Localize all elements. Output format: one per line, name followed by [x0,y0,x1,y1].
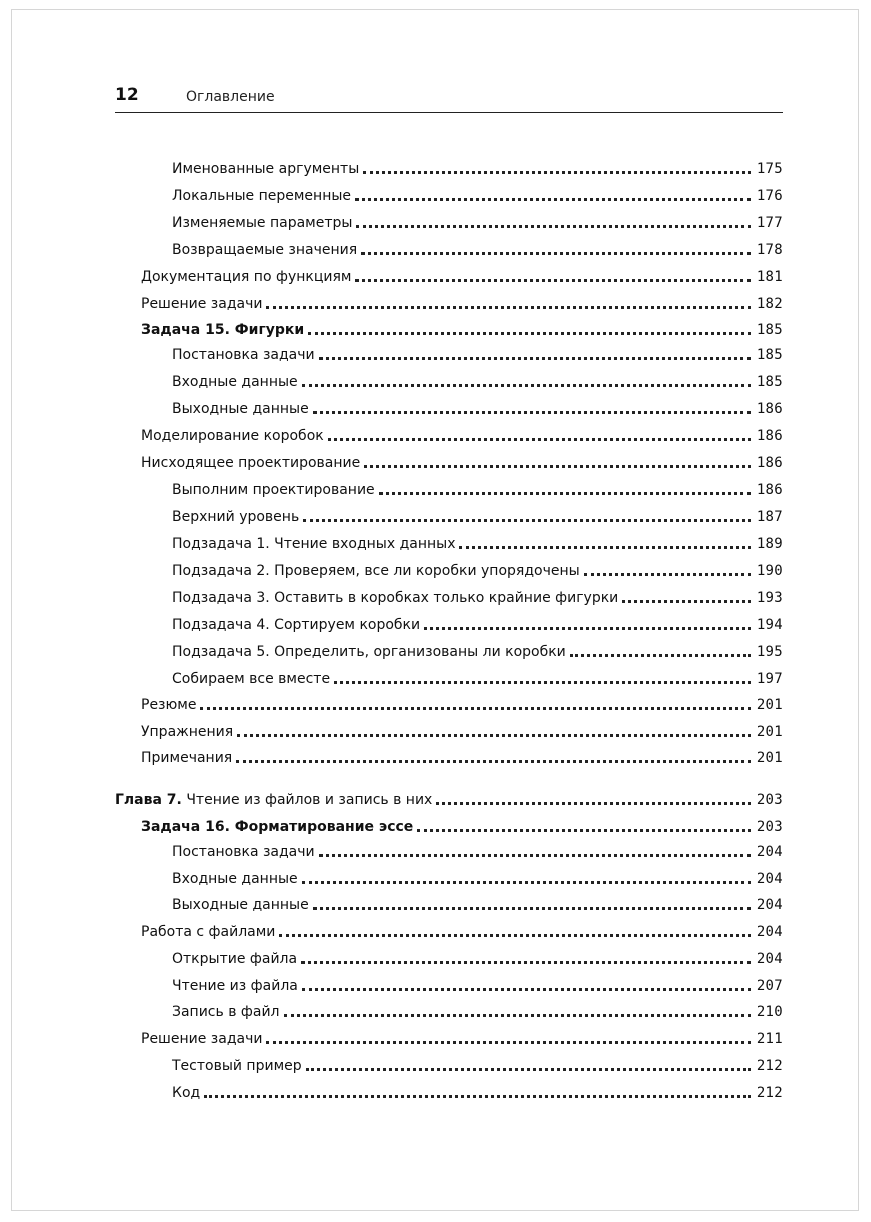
dot-leader [355,279,750,282]
dot-leader [361,252,751,255]
toc-entry [172,533,783,555]
toc-entry [172,894,783,916]
dot-leader [306,1068,751,1071]
toc-entry-page: 185 [756,374,783,390]
dot-leader [302,384,751,387]
toc-entry [172,371,783,393]
toc-entry-title: Задача 16. Форматирование эссе [141,819,414,835]
running-header-title: Оглавление [186,89,275,105]
toc-entry [141,721,783,743]
toc-entry [172,587,783,609]
dot-leader [266,306,750,309]
toc-entry-title: Решение задачи [141,1031,263,1047]
toc-entry-page: 204 [756,897,783,913]
dot-leader [313,411,751,414]
dot-leader [379,492,751,495]
toc-entry [172,975,783,997]
dot-leader [584,573,751,576]
dot-leader [355,198,751,201]
dot-leader [302,881,751,884]
toc-entry-title: Входные данные [172,871,298,887]
toc-entry-page: 204 [756,844,783,860]
toc-entry-page: 186 [756,401,783,417]
toc-entry-title: Упражнения [141,724,234,740]
toc-entry [172,614,783,636]
toc-entry-title: Подзадача 3. Оставить в коробках только крайние фигурки [172,590,619,606]
toc-entry-page: 201 [756,750,783,766]
toc-entry [141,747,783,769]
toc-entry-page: 210 [756,1004,783,1020]
toc-entry-title: Тестовый пример [172,1058,302,1074]
toc-entry-title: Выходные данные [172,401,309,417]
toc-entry-title: Возвращаемые значения [172,242,358,258]
toc-entry-title: Нисходящее проектирование [141,455,361,471]
dot-leader [364,465,751,468]
toc-chapter-heading [115,789,783,811]
dot-leader [200,707,750,710]
toc-entry-page: 185 [756,347,783,363]
toc-entry-page: 186 [756,428,783,444]
toc-entry [141,921,783,943]
toc-entry-title: Входные данные [172,374,298,390]
dot-leader [570,654,751,657]
dot-leader [279,934,750,937]
toc-entry-title: Решение задачи [141,296,263,312]
toc-entry-title: Локальные переменные [172,188,352,204]
toc-entry-page: 182 [756,296,783,312]
dot-leader [356,225,750,228]
dot-leader [302,988,751,991]
toc-entry-title: Постановка задачи [172,844,315,860]
toc-entry-page: 204 [756,871,783,887]
toc-entry [172,506,783,528]
toc-entry-page: 203 [756,819,783,835]
toc-entry-page: 194 [756,617,783,633]
toc-entry-title: Подзадача 5. Определить, организованы ли коробки [172,644,566,660]
dot-leader [266,1041,750,1044]
toc-entry-title: Документация по функциям [141,269,352,285]
toc-entry-page: 203 [756,792,783,808]
dot-leader [363,171,751,174]
toc-entry [172,185,783,207]
toc-entry-title: Работа с файлами [141,924,276,940]
toc-entry-page: 186 [756,455,783,471]
toc-entry-title: Выполним проектирование [172,482,375,498]
toc-entry [141,1028,783,1050]
toc-entry [172,641,783,663]
toc-entry [172,1055,783,1077]
toc-entry-page: 204 [756,924,783,940]
toc-entry [172,239,783,261]
toc-entry-title: Изменяемые параметры [172,215,353,231]
dot-leader [459,546,750,549]
dot-leader [436,802,750,805]
toc-entry-page: 175 [756,161,783,177]
toc-entry [141,293,783,315]
toc-entry [172,1001,783,1023]
dot-leader [308,332,751,335]
toc-entry-title: Верхний уровень [172,509,300,525]
toc-problem-heading [141,319,783,341]
toc-entry [172,841,783,863]
dot-leader [319,357,751,360]
toc-entry-title: Примечания [141,750,233,766]
toc-entry-page: 181 [756,269,783,285]
toc-entry-page: 189 [756,536,783,552]
dot-leader [328,438,751,441]
toc-entry-page: 201 [756,697,783,713]
chapter-title: Чтение из файлов и запись в них [186,792,433,808]
dot-leader [236,760,751,763]
toc-entry-page: 201 [756,724,783,740]
toc-entry [141,694,783,716]
toc-entry-title: Открытие файла [172,951,298,967]
toc-entry-title: Код [172,1085,201,1101]
toc-entry-page: 190 [756,563,783,579]
toc-entry [141,452,783,474]
toc-entry-page: 207 [756,978,783,994]
toc-entry [172,212,783,234]
toc-entry [172,668,783,690]
toc-entry-title: Подзадача 2. Проверяем, все ли коробки упорядочены [172,563,580,579]
toc-entry [172,479,783,501]
page-number: 12 [115,85,139,105]
dot-leader [284,1014,751,1017]
dot-leader [424,627,751,630]
chapter-prefix: Глава 7. [115,792,182,808]
toc-entry [172,948,783,970]
toc-entry [172,560,783,582]
toc-entry-page: 195 [756,644,783,660]
toc-entry-page: 212 [756,1058,783,1074]
toc-entry-title: Подзадача 1. Чтение входных данных [172,536,456,552]
toc-entry [141,425,783,447]
toc-entry-title: Подзадача 4. Сортируем коробки [172,617,421,633]
toc-entry [141,266,783,288]
toc-entry [172,398,783,420]
toc-entry-page: 176 [756,188,783,204]
toc-entry [172,344,783,366]
toc-problem-heading [141,816,783,838]
toc-entry-page: 211 [756,1031,783,1047]
toc-entry-title: Моделирование коробок [141,428,324,444]
toc-entry-page: 178 [756,242,783,258]
toc-entry-title: Собираем все вместе [172,671,331,687]
toc-entry-page: 204 [756,951,783,967]
toc-entry-title: Постановка задачи [172,347,315,363]
toc-entry-page: 185 [756,322,783,338]
toc-entry-page: 187 [756,509,783,525]
toc-entry-page: 177 [756,215,783,231]
dot-leader [204,1095,751,1098]
toc-entry-title: Именованные аргументы [172,161,360,177]
dot-leader [334,681,751,684]
toc-entry [172,158,783,180]
toc-entry-page: 212 [756,1085,783,1101]
dot-leader [237,734,751,737]
toc-entry-page: 197 [756,671,783,687]
toc-entry-title: Чтение из файла [172,978,298,994]
dot-leader [301,961,751,964]
toc-entry-title [115,789,432,811]
toc-entry-page: 193 [756,590,783,606]
dot-leader [622,600,751,603]
dot-leader [303,519,751,522]
dot-leader [417,829,751,832]
toc-entry-title: Задача 15. Фигурки [141,322,305,338]
dot-leader [313,907,751,910]
toc-entry-title: Выходные данные [172,897,309,913]
toc-entry-title: Запись в файл [172,1004,280,1020]
dot-leader [319,854,751,857]
toc-entry [172,1082,783,1104]
toc-entry-title: Резюме [141,697,197,713]
toc-entry [172,868,783,890]
toc-entry-page: 186 [756,482,783,498]
